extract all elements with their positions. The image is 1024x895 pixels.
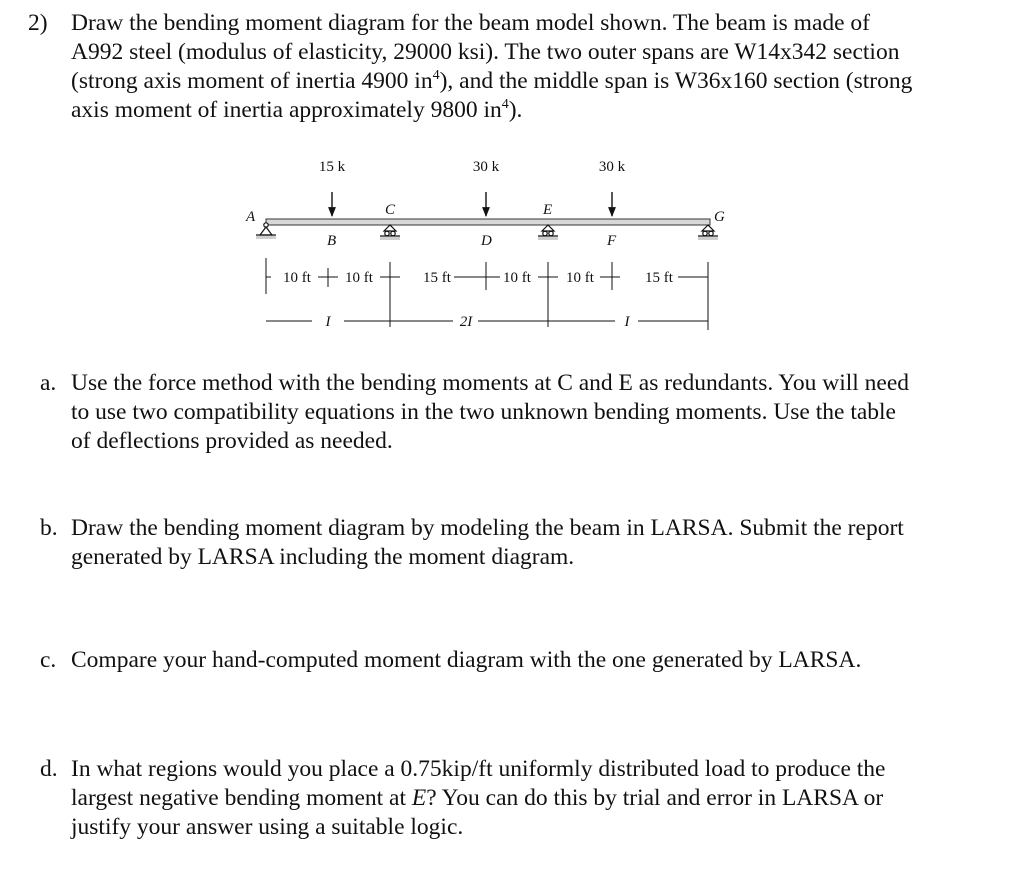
question-line: axis moment of inertia approximately 9800 $in^4$). (71, 97, 523, 123)
item-line: Compare your hand-computed moment diagram with the one generated by LARSA. (71, 647, 862, 673)
node-label-b: B (327, 233, 337, 249)
item-letter: b. (40, 515, 58, 541)
inertia-label: I (624, 314, 630, 330)
item-line: Draw the bending moment diagram by modeling the beam in LARSA. Submit the report (71, 515, 904, 541)
spacing-label: 10 ft (345, 270, 373, 286)
spacing-label: 15 ft (645, 270, 673, 286)
question-line: (strong axis moment of inertia 4900 $in^4$), and the middle span is W36x160 section (strong (71, 68, 913, 94)
item-letter: d. (40, 756, 58, 782)
spacing-label: 15 ft (423, 270, 451, 286)
roller-support-e (538, 225, 558, 240)
node-label-f: F (607, 233, 617, 249)
load-label-f: 30 k (598, 159, 626, 175)
spacing-label: 10 ft (566, 270, 594, 286)
load-label-b: 15 k (318, 159, 346, 175)
roller-support-c (380, 225, 400, 240)
inertia-label: 2I (459, 314, 473, 330)
item-line: Use the force method with the bending moments at C and E as redundants. You will need (71, 370, 910, 396)
roller-support-g (698, 225, 718, 240)
node-label-c: C (385, 202, 396, 218)
question-number: 2) (28, 10, 48, 36)
item-line: largest negative bending moment at E? You can do this by trial and error in LARSA or (71, 785, 884, 811)
node-label-a: A (246, 209, 256, 225)
beam (266, 219, 710, 225)
node-label-g: G (714, 209, 725, 225)
node-label-d: D (481, 233, 492, 249)
spacing-label: 10 ft (503, 270, 531, 286)
inertia-label: I (325, 314, 331, 330)
item-line: to use two compatibility equations in the two unknown bending moments. Use the table (71, 399, 896, 425)
item-line: In what regions would you place a 0.75kip/ft uniformly distributed load to produce the (71, 756, 886, 782)
load-label-d: 30 k (472, 159, 500, 175)
item-line: generated by LARSA including the moment diagram. (71, 544, 575, 570)
spacing-label: 10 ft (283, 270, 311, 286)
question-line: A992 steel (modulus of elasticity, 29000 ksi). The two outer spans are W14x342 section (71, 39, 900, 65)
load-arrows (332, 192, 612, 216)
beam-figure (238, 150, 738, 335)
item-letter: a. (40, 370, 57, 396)
node-label-e: E (543, 202, 553, 218)
item-line: of deflections provided as needed. (71, 428, 393, 454)
question-text (71, 9, 1011, 125)
item-letter: c. (40, 647, 57, 673)
dimension-lines (266, 258, 708, 330)
question-line: Draw the bending moment diagram for the beam model shown. The beam is made of (71, 10, 870, 36)
item-line: justify your answer using a suitable logic. (71, 814, 464, 840)
